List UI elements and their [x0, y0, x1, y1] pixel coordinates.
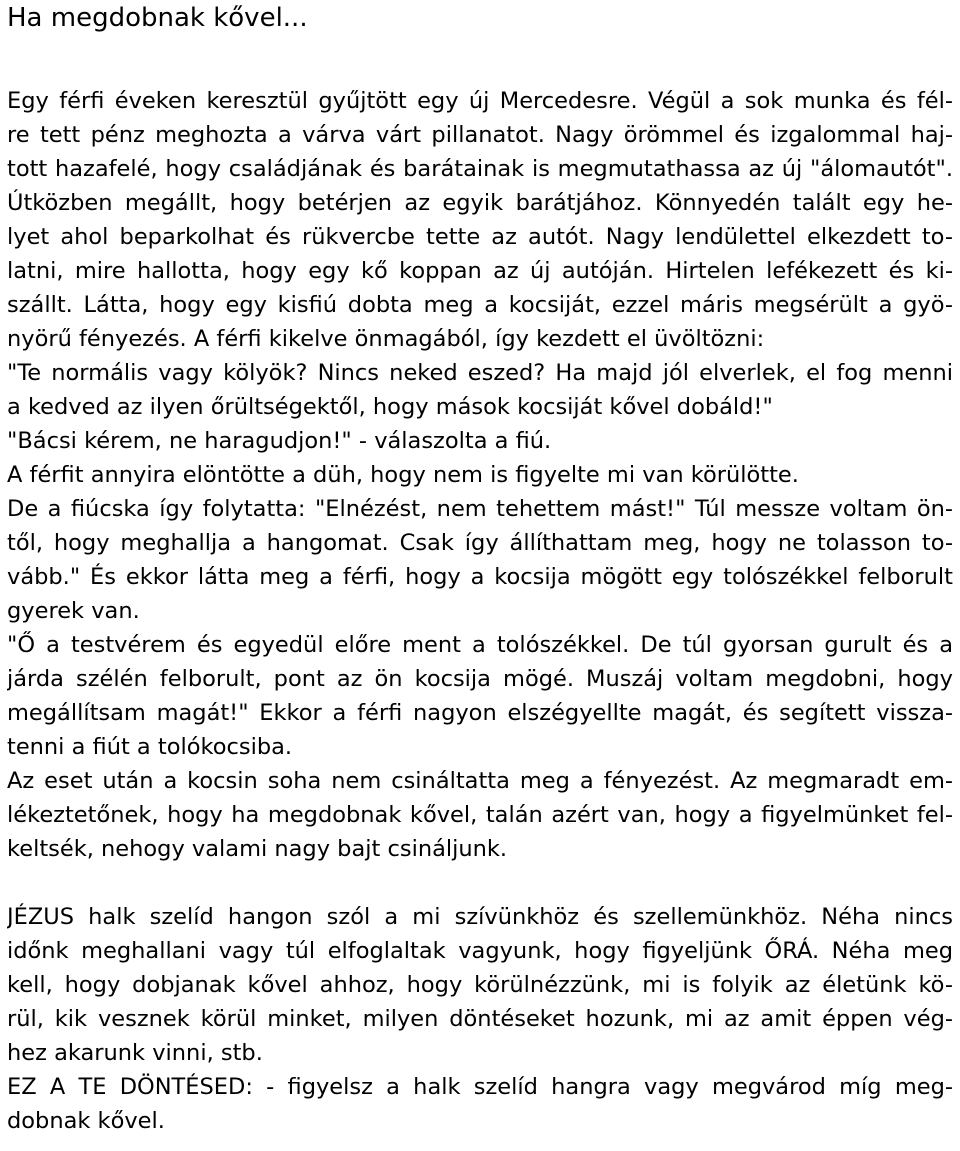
story-line: szállt. Látta, hogy egy kisfiú dobta meg a kocsiját, ezzel máris megsérült a gyö- — [7, 292, 953, 318]
story-line: A férfit annyira elöntötte a düh, hogy nem is figyelte mi van körülötte. — [7, 462, 799, 488]
story-line: "Te normális vagy kölyök? Nincs neked eszed? Ha majd jól elverlek, el fog menni — [7, 360, 953, 386]
lesson-paragraph — [7, 900, 953, 1138]
story-line: "Ő a testvérem és egyedül előre ment a tolószékkel. De túl gyorsan gurult és a — [7, 632, 953, 658]
lesson-line: EZ A TE DÖNTÉSED: - figyelsz a halk szelíd hangra vagy megvárod míg meg- — [7, 1074, 953, 1100]
story-line: tott hazafelé, hogy családjának és barátainak is megmutathassa az új "álomautót". — [7, 156, 953, 182]
story-line: lékeztetőnek, hogy ha megdobnak kővel, talán azért van, hogy a figyelmünket fel- — [7, 802, 953, 828]
story-paragraph — [7, 84, 953, 866]
story-line: "Bácsi kérem, ne haragudjon!" - válaszolta a fiú. — [7, 428, 552, 454]
story-line: Útközben megállt, hogy betérjen az egyik barátjához. Könnyedén talált egy he- — [7, 190, 953, 216]
story-line: tenni a fiút a tolókocsiba. — [7, 734, 293, 760]
lesson-line: dobnak kővel. — [7, 1108, 165, 1134]
story-line: vább." És ekkor látta meg a férfi, hogy a kocsija mögött egy tolószékkel felborult — [7, 564, 953, 590]
story-line: től, hogy meghallja a hangomat. Csak így állíthattam meg, hogy ne tolasson to- — [7, 530, 953, 556]
story-line: keltsék, nehogy valami nagy bajt csináljunk. — [7, 836, 508, 862]
story-line: De a fiúcska így folytatta: "Elnézést, nem tehettem mást!" Túl messze voltam ön- — [7, 496, 953, 522]
lesson-line: hez akarunk vinni, stb. — [7, 1040, 263, 1066]
lesson-line: rül, kik vesznek körül minket, milyen döntéseket hozunk, mi az amit éppen vég- — [7, 1006, 953, 1032]
document-title: Ha megdobnak kővel... — [7, 3, 308, 33]
story-line: megállítsam magát!" Ekkor a férfi nagyon elszégyellte magát, és segített vissza- — [7, 700, 953, 726]
lesson-line: kell, hogy dobjanak kővel ahhoz, hogy körülnézzünk, mi is folyik az életünk kö- — [7, 972, 953, 998]
lesson-line: JÉZUS halk szelíd hangon szól a mi szívünkhöz és szellemünkhöz. Néha nincs — [7, 904, 953, 930]
lesson-line: időnk meghallani vagy túl elfoglaltak vagyunk, hogy figyeljünk ŐRÁ. Néha meg — [7, 938, 953, 964]
story-line: latni, mire hallotta, hogy egy kő koppan az új autóján. Hirtelen lefékezett és ki- — [7, 258, 953, 284]
story-line: járda szélén felborult, pont az ön kocsija mögé. Muszáj voltam megdobni, hogy — [7, 666, 953, 692]
story-line: a kedved az ilyen őrültségektől, hogy mások kocsiját kővel dobáld!" — [7, 394, 773, 420]
story-line: gyerek van. — [7, 598, 140, 624]
document-page — [7, 0, 953, 1138]
story-line: nyörű fényezés. A férfi kikelve önmagából, így kezdett el üvöltözni: — [7, 326, 765, 352]
story-line: Az eset után a kocsin soha nem csináltatta meg a fényezést. Az megmaradt em- — [7, 768, 953, 794]
story-line: re tett pénz meghozta a várva várt pillanatot. Nagy örömmel és izgalommal haj- — [7, 122, 953, 148]
story-line: lyet ahol beparkolhat és rükvercbe tette az autót. Nagy lendülettel elkezdett to- — [7, 224, 953, 250]
story-line: Egy férfi éveken keresztül gyűjtött egy új Mercedesre. Végül a sok munka és fél- — [7, 88, 953, 114]
